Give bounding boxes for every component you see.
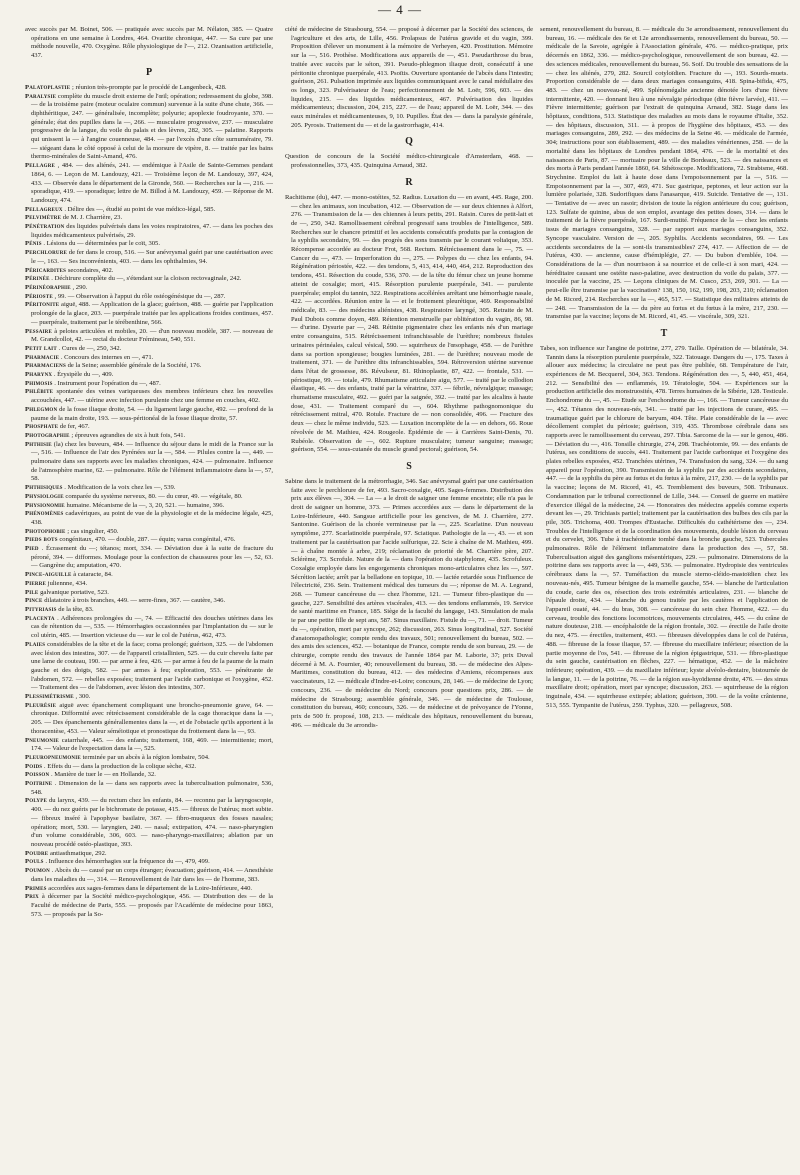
index-entry <box>25 371 273 380</box>
entry-headword: Palatoplastie <box>25 83 71 91</box>
entry-headword: Pharmaciens <box>25 362 66 370</box>
entry-text: comparée du système nerveux, 80. — du cœur, 49. — végétale, 80. <box>65 492 243 500</box>
index-entry <box>25 301 273 327</box>
index-entry <box>25 223 273 240</box>
entry-headword: Pénis <box>25 240 42 248</box>
entry-text: spontanée des veines variqueuses des membres inférieurs chez les nouvelles accouchées, 447. — utérine avec infection purulente chez une femme en couches, 402. <box>31 388 273 405</box>
index-entry <box>25 206 273 215</box>
entry-text: . Instrument pour l'opération du —, 487. <box>54 379 161 387</box>
entry-headword: Péricardites <box>25 266 67 274</box>
entry-headword: Périnéoraphie <box>25 283 71 291</box>
entry-text: . Modification de la voix chez les —, 539. <box>64 484 176 492</box>
entry-headword: Primes <box>25 884 47 892</box>
index-entry <box>25 249 273 266</box>
entry-headword: Péritonite <box>25 301 60 309</box>
entry-headword: Pneumonie <box>25 736 59 744</box>
entry-headword: Pellagre <box>25 162 56 170</box>
section-q-text: Question de concours de la Société médico-chirurgicale d'Amsterdam, 468. — professionnelles, 373, 435. Quinquina Arnaud, 382. <box>285 153 533 170</box>
entry-headword: Poisson <box>25 771 50 779</box>
entry-text: de fer dans le croup, 516. — Sur anévrysmal guéri par une cautérisation avec le —, 163. — Ses inconvénients, 403. — dans les ophthalmies, 94. <box>31 249 273 265</box>
entry-headword: Poids <box>25 762 43 770</box>
entry-headword: Pénétration <box>25 223 65 231</box>
entry-headword: Perchlorure <box>25 249 68 257</box>
entry-text: . Dimension de la — dans ses rapports avec la tuberculisation pulmonaire, 536, 548. <box>31 780 273 796</box>
entry-headword: Poitrine <box>25 780 53 788</box>
entry-text: considérables de la tête et de la face; coma prolongé; guérison, 325. — de l'abdomen avec lésion des intestins, 307. — de l'appareil cristallinien, 525. — du cuir chevelu faite par une lame de couteau, 190. — par arme à feu, 426. — par arme à feu de la paume de la main gauche et des doigts, 582. — par armes à feu; exploration, 553. — pénétrante de l'abdomen, 572. — rebelles exposées; traitement par l'acide carbonique et l'oxygène, 452. — Traitement des — de l'abdomen, avec lésion des intestins, 307. <box>31 640 273 692</box>
index-entry <box>25 493 273 502</box>
entry-text: , 99. — Observation à l'appui du rôle ostéogénésique du —, 287. <box>54 292 226 300</box>
entry-text: secondaires, 402. <box>67 266 114 274</box>
entry-headword: Physionomie <box>25 501 65 509</box>
index-entry <box>25 615 273 641</box>
entry-text: de fer, 467. <box>59 423 90 431</box>
index-entry <box>25 528 273 537</box>
index-entry <box>25 441 273 485</box>
entry-headword: Pile <box>25 588 39 596</box>
entry-headword: Photographie <box>25 431 70 439</box>
entry-text: . Érysipèle du —, 409. <box>53 371 114 379</box>
entry-headword: Phthisiques <box>25 484 63 492</box>
index-entry <box>25 693 273 702</box>
entry-text: . Effets du — dans la production de la colique sèche, 432. <box>43 762 197 770</box>
entry-headword: Pieds bots <box>25 536 58 544</box>
index-entry <box>25 858 273 867</box>
entry-headword: Pityriasis <box>25 606 57 613</box>
entry-text: de la fosse iliaque droite, 54. — du ligament large gauche, 492. — profond de la paume de la main droite, 193. — sous-péritonéal de la fosse iliaque droite, 57. <box>31 405 273 422</box>
entry-headword: Pierre <box>25 579 47 587</box>
index-entry <box>25 885 273 894</box>
index-entry <box>25 432 273 441</box>
index-entry <box>25 380 273 389</box>
index-entry <box>25 754 273 763</box>
index-entry <box>25 162 273 206</box>
entry-text: , 290. <box>72 283 88 291</box>
index-entry <box>25 240 273 249</box>
entry-text: . Adhérences prolongées du —, 74. — Efficacité des douches utérines dans les cas de rétention du —, 535. — Hémorrhagies occasionnées par l'implantation du — sur le col utérin, 485. — Insertion vicieuse du — sur le col de l'utérus, 462, 473. <box>31 614 273 640</box>
index-entry <box>25 362 273 371</box>
entry-text: . Abcès du — causé par un corps étranger; évacuation; guérison, 414. — Anesthésie dans les maladies du —, 314. — Renouvellement de l'air dans les — de l'homme, 383. <box>31 867 273 883</box>
entry-headword: Pleuropneumonie <box>25 753 81 761</box>
index-entry <box>25 293 273 302</box>
entry-text: . Manière de tuer le — en Hollande, 32. <box>50 771 156 779</box>
entry-text: . Déchirure complète du —, s'étendant sur la cloison rectovaginale, 242. <box>51 275 242 283</box>
entry-headword: Phlegmon <box>25 405 58 413</box>
index-entry <box>25 214 273 223</box>
entry-text: de M. J. Charrière, 23. <box>62 214 123 222</box>
entry-headword: Pleurésie <box>25 701 57 709</box>
entry-text: ; cas singulier, 450. <box>67 527 119 535</box>
index-entry <box>25 606 273 615</box>
entry-headword: Pince <box>25 597 43 605</box>
entry-headword: Plessimétrisme <box>25 693 74 701</box>
index-entry <box>25 597 273 606</box>
entry-headword: Poudre <box>25 849 49 857</box>
entry-headword: Phosphate <box>25 423 59 431</box>
index-entry <box>25 867 273 884</box>
entry-text: dilatatoire à trois branches, 449. — serre-fines, 367. — cautère, 346. <box>44 597 226 605</box>
entry-text: aiguë, 488. — Application de la glace; guérison, 488. — guérie par l'application prolongée de la glace, 203. — puerpérale traitée par les applications froides continues, 457. — puerpérale, traitement par le térébenthine, 566. <box>31 301 273 326</box>
index-entry <box>25 345 273 354</box>
entry-headword: Petit lait <box>25 344 57 352</box>
section-s-text: Sabine dans le traitement de la métrorrhagie, 346. Sac anévrysmal guéri par une cautérisation faite avec le perchlorure de fer, 493. Sacro-coxalgie, 405. Sages-femmes. Distribution des prix aux élèves —, 304. — La — a le droit de saigner une femme enceinte; elle n'a pas le droit de saigner un homme, 373. — Primes accordées aux — dans le département de la Loire-Inférieure, 440. Sangsue artificielle pour les gencives, de M. J. Charrière, 277. Santonine. Guérison de la chorée vermineuse par la —, 225. Scarlatine. D'un nouveau symptôme, 277. Scarlatinoïde puerpérale, 97. Sciatique. Pathologie de la —, 43. — et son traitement par la cautérisation par l'acide sulfurique, 22. Scie à chaîne de M. Mathieu, 499. — à chaîne montée à arbre, 219; réclamation de priorité de M. Charrière père, 207. Sclérème, 73. Scrofule. Nature de la — dans l'opération du staphylome, 435. Scrofuleux. Coxalgie employée dans les engorgements chroniques mono-articulaires chez les —, 597. Sécrétion lactée; arrêt par la belladone en topique, 10. — lactée retardée sous l'influence de l'électricité, 236. Sein. Traitement médical des tumeurs du —; réponse de M. A. Legrand, 268. — Tumeur cancéreuse du — chez l'homme, 121. — Tumeur fibro-plastique du — gauche, 227. Sensibilité des artères viscérales, 413. — des tendons enflammés, 19. Service de santé maritime en France, 185. Siège de la faculté du langage, 143. Simulation de mala ie par une petite fille de sept ans, 587. Sinus maxillaire. Fistule du —, 71. — droit. Tumeur du —, opération, mort par syncope, 262; discussion, 263. Sinus longitudinal, 527. Société d'anatomopathologie; compte rendu des travaux, 501; renouvellement du bureau, 502. — des amis des sciences, 452. — botanique de France, compte rendu de son bureau, 29. — de chirurgie, compte rendu des travaux de l'année 1864 par M. Laborie, 37; prix Duval décerné à M. A. Fournier, 40; renouvellement du bureau, 38. — de médecine des Alpes-Maritimes, constitution du bureau, 412. — des médecins d'Amiens, récompenses aux vaccinateurs, 12. — médicale d'Indre-et-Loire; concours, 28, 146. — de médecine de Lyon; concours, 236. — de médecine du Nord; concours pour questions prix, 286. — de médecine de Strasbourg; assemblée générale, 346. — de médecine de Toulouse, constitution du bureau, 460; concours, 326. — de médecine et de prévoyance de l'Yonne, prix de 500 fr. proposé, 108, 213. — médicale des hôpitaux, renouvellement du bureau, 496. — médicale du 3e arrondis- <box>285 477 533 729</box>
entry-text: congénitaux, 470. — double, 287. — équin; varus congénital, 476. <box>59 536 236 544</box>
index-entry <box>25 267 273 276</box>
entry-text: antiasthmatique, 292. <box>49 849 107 857</box>
entry-text: cadavériques, au point de vue de la physiologie et de la médecine légale, 425, 438. <box>31 510 273 526</box>
index-entry <box>25 571 273 580</box>
col1-entries <box>25 84 273 920</box>
entry-text: . Délire des —, étudié au point de vue médico-légal, 585. <box>64 205 216 213</box>
index-entry <box>25 641 273 693</box>
entry-text: de la Seine; assemblée générale de la Société, 176. <box>67 362 202 370</box>
entry-text: . Influence des hémorrhagies sur la fréquence du —, 479, 499. <box>45 858 210 866</box>
entry-headword: Phthisie <box>25 440 52 448</box>
entry-headword: Phénomènes <box>25 510 64 518</box>
entry-text: du larynx, 439. — du rectum chez les enfants, 84. — reconnu par la laryngoscopie, 400. — du nez guéris par le bichromate de potasse, 415. — fibreux de l'utérus; mort subite. — fibreux inséré à l'apophyse basilaire, 367. — fibro-muqueux des fosses nasales; opération; mort, 530. — laryngien, 240. — nasal; extirpation, 474. — naso-pharyngien d'un volume considérable, 306, 603. — naso-pharyngo-maxillaires; ablation par un nouveau procédé ostéo-plastique, 393. <box>31 797 273 848</box>
index-entry <box>25 84 273 93</box>
section-letter-r: R <box>405 176 413 188</box>
section-letter-p: P <box>145 66 153 78</box>
index-entry <box>25 388 273 405</box>
index-entry <box>25 328 273 345</box>
entry-text: galvanique portative, 523. <box>40 588 109 596</box>
index-entry <box>25 354 273 363</box>
entry-headword: Pharmacie <box>25 353 60 361</box>
entry-text: (la) chez les buveurs, 484. — Influence du séjour dans le midi de la France sur la —, 516. — Influence de l'air des Pyrénées sur la —, 584. — Pilules contre la —, 449. — pulmonaire dans ses rapports avec les maladies chroniques, 424. — pulmonaire. Influence de l'atmosphère marine, 62. — pulmonaire. Rôle de l'élément inflammatoire dans la —, 57, 58. <box>31 440 273 483</box>
column-left <box>25 26 273 1171</box>
entry-headword: Phlébite <box>25 388 54 396</box>
entry-headword: Prix <box>25 893 39 901</box>
entry-text: des liquides pulvérisés dans les voies respiratoires, 47. — dans les poches des liquides médicamenteux pulvérisés, 29. <box>31 223 273 239</box>
index-entry <box>25 737 273 754</box>
index-entry <box>25 275 273 284</box>
entry-headword: Pellagreux <box>25 205 63 213</box>
index-entry <box>25 780 273 797</box>
index-entry <box>25 771 273 780</box>
index-entry <box>25 763 273 772</box>
entry-text: complète du muscle droit externe de l'œil; opération; redressement du globe, 398. — de la troisième paire (moteur oculaire commun) survenue à la suite d'une chute, 366. — diphthéritique, 247. — généralisée, incomplète; polyurie; apoplexie foudroyante, 370. — générale; état des pupilles dans la —, 266. — musculaire progressive, 237. — musculaire progressive de la langue, du voile du palais et des lèvres, 282, 305. — palatine. Rapports qui unissent la — à l'angine couenneuse, 484. — par l'excès d'une côte surnuméraire, 79. — siégeant dans le côté opposé à celui de la morsure de vipère, 8. — traitée par les bains thermo-minérales de Saint-Amand, 476. <box>31 92 273 161</box>
entry-headword: Placenta <box>25 614 55 622</box>
entry-headword: Phimosis <box>25 379 53 387</box>
col2-intro-text: ciété de médecine de Strasbourg, 554. — proposé à décerner par la Société des sciences, de l'agriculture et des arts, de Lille, 456. Prolapsus de l'utérus gravide et du vagin, 399. Proposition d'élever un monument à la mémoire de Verheyen, 420. Prostitution. Mémoire sur la —, 516. Prothèse. Modifications aux appareils de —, 451. Pseudarthrose du bras, traitée avec succès par le séton, 391. Pseudo-phlegmon iliaque droit, consécutif à une péritonite chronique puerpérale, 413. Psoïtis. Ouverture spontanée de l'abcès dans l'intestin; guérison, 261. Pulsation imprimée aux liquides communiquant avec le canal médullaire des os longs, 323. Pulvérisateur de l'eau; perfectionnement de M. Loër, 596, 603. — des liquides, 215. — des liquides médicamenteux, 467. Pulvérisation des liquides médicamenteux; discussion, 204, 215, 227. — de l'eau; appareil de M. Loër, 344. — des eaux minérales et médicamenteuses, 9, 10. Pupilles. État des — dans la paralysie générale, 205. Pyrosis. Traitement du — et de la gastrorrhagie, 414. <box>285 26 533 129</box>
index-entry <box>25 580 273 589</box>
entry-headword: Photophobie <box>25 527 66 535</box>
entry-text: aiguë avec épanchement compliquant une broncho-pneumonie grave, 64. — chronique. Difformité avec rétrécissement considérable de la cage thoracique dans la —, 205. — Des épanchements générallementes dans la —, et de l'obstacle qu'ils apportent à la thoracentèse, 453. — Valeur séméiotique et pronostique du frottement dans la —, 93. <box>31 701 273 735</box>
entry-headword: Plaies <box>25 640 46 648</box>
entry-headword: Pessaire <box>25 327 53 335</box>
entry-headword: Poumon <box>25 867 50 875</box>
section-letter-s: S <box>406 460 412 472</box>
index-entry <box>25 545 273 571</box>
index-entry <box>25 797 273 849</box>
entry-headword: Pied <box>25 545 39 553</box>
entry-text: à décerner par la Société médico-psychologique, 456. — Distribution des — de la Faculté de médecine de Paris, 555. — proposés par l'Académie de médecine pour 1863, 573. — proposés par la So- <box>31 893 273 918</box>
entry-text: , 484. — des aliénés, 241. — endémique à l'Asile de Sainte-Gemmes pendant 1864, 6. — Leçon de M. Landouzy, 421. — Troisième leçon de M. Landouzy, 397, 424, 433. — Observée dans le département de la Gironde, 560. — Recherches sur la —, 216. — sporadique, 419. — sporadique; lettre de M. Billod à M. Landouzy, 459. — Réponse de M. Landouzy, 474. <box>31 162 273 204</box>
entry-text: de la tête, 83. <box>58 606 94 613</box>
entry-headword: Pince-aiguille <box>25 571 72 579</box>
section-t-text: Tabes, son influence sur l'angine de poitrine, 277, 279. Taille. Opération de — bilatérale, 34. Tannin dans la résorption purulente puerpérale, 322. Tatouage. Dangers du —, 175. Taxes à allouer aux médecins; la circulaire ne peut pas être publiée, 68. Température de l'air, expériences de M. Becquerel, 304, 363. Tendons. Régénération des —, 5, 440, 451, 464, 212. — Sensibilité des — enflammés, 19. Tératologie, 504. — Expériences sur la production artificielle des monstruosités, 478. Terres humaines de la Sibérie, 128. Testicule. Enchondrome du —, 45. — Etude sur l'enchondrome du —, 166. — Tumeur cancéreuse du —, 452. Tétanos des nouveau-nés, 341. — traité par les injections de curare, 495. — traumatique guéri par le chlorure de baryum, 404. Tête. Plaie considérable de la — avec décollement complet du périoste; guérison, 319, 435. Thrombose cérébrale dans ses rapports avec le ramollissement du cerveau, 297. Tibia. Sarcome de la — sur le genou, 486. — Déviation du —, 416. Tonsille chirurgie, 274, 298. Trachéotomie, 99. — des enfants de l'utérus, ses conditions de succès, 441. Traitement par l'acide carbonique et l'oxygène des plaies rebelles exposées, 452. Tranchées utérines, 74. Transfusion du sang, 324. — du sang appareil pour l'opération, 390. Transmission de la syphilis par des accidents secondaires, 447. — de la syphilis du père au fœtus et du fœtus à la mère, 217, 230. — de la syphilis par la vaccine; leçons de M. Ricord, 41, 45. Tremblement des buveurs, 508. Tribunaux. Condamnation par le tribunal correctionnel de Lille, 344. — Conseil de guerre en matière d'exercice illégal de la médecine, 24. — Honoraires des médecins appelés comme experts devant les —, 29. Trichiasis partiel; traitement par la cautérisation des bulbes des cils par la pile, 305. Trichoma, 400. Trompes d'Eustache. Difficultés du cathétérisme des —, 234. Troubles de l'intelligence et de la coordination des mouvements, double lésion du cerveau et du cervelet, 306. Tube à trachéotomie tombé dans la bronche gauche, 523. Tubercules pulmonaires. Rôle de l'élément inflammatoire dans la production des —, 57, 58. Tuberculisation aiguë des ganglions mésentériques, 229. — pulmonaire. Dimensions de la poitrine dans ses rapports avec la —, 449, 536. — pulmonaire. Hydropisie des ventricules cérébraux dans la —, 57. Tuméfaction du muscle sterno-cléido-mastoïdien chez les nouveau-nés, 495. Tumeur bénigne de la mamelle gauche, 554. — blanche de l'articulation du coude, carie des os, résection des trois extrémités articulaires, 231. — blanche de l'épaule droite, 434. — blanche du genou traitée par les cautères et l'application de l'appareil ouaté, 44. — du bras, 308. — cancéreuse du sein chez l'homme, 422. — du cerveau, trouble des fonctions locomotrices, mouvements circulaires, 445. — du crâne de nature douteuse, 218. — encéphaloïde de la région frontale, 302. — érectile de l'aile droite du nez, 475. — érectiles, traitement, 493. — fibreuses développées dans le col de l'utérus, 488. — fibreuse de la fosse iliaque, 57. — fibreuse du maxillaire inférieur; résection de la partie moyenne de l'os, 541. — fibreuse de la région épigastrique, 531. — fibro-plastique du sein gauche, cautérisation en flèches, 227. — hématique, 452. — de la mâchoire inférieure; opération, 439. — du maxillaire inférieur; kyste alvéolo-dentaire, bistournée de la langue, 11. — de la poitrine, 76. — de la région sus-hyoïdienne droite, 476. — des sinus maxillaire droit; opération, mort par syncope; discussion, 263. — squirrheuse de la région inguinale, 434. — squirrheuse extirpée; ablation; guérison, 390. — de la voûte crânienne, 513, 555. Tympanite de l'utérus, 259. Typhus, 320. — pellagreux, 508. <box>540 344 788 709</box>
column-right <box>540 26 788 1171</box>
entry-headword: Pouls <box>25 858 44 866</box>
entry-text: juliennne, 434. <box>47 579 88 587</box>
entry-text: . Lésions du — déterminées par le coït, 305. <box>43 240 161 248</box>
entry-headword: Physiologie <box>25 492 64 500</box>
section-r-text: Rachitisme (du), 447. — mono-ostéites, 52. Radius. Luxation du — en avant, 445. Rage, 200. — chez les animaux, son incubation, 412. — Observation de — sur deux chiennes à Alfort, 276. — Transmission de la — des chiennes à leurs petits, 291. Raisin. Cures de petit-lait et de —, 250, 342. Ramollissement cérébral progressif sans troubles de l'intelligence, 589. Recherches sur le chancre primitif et les accidents consécutifs produits par la contagion de la syphilis secondaire, 99. — des progrès des sons transmis par le courant voltaïque, 353. Récompense accordée au docteur Frot, 568. Rectum. Rétrécissement dans le —, 75. — Cancer du —, 473. — Imperforation du —, 275. — Polypes du — chez les enfants, 94. Régénération périostée, 422. — des tendons, 5, 413, 414, 440, 464, 212. Reproduction des tendons, 451. Résection du coude, 536, 370. — de la tête du fémur chez un jeune homme atteint de coxalgie; mort, 415. Résorption purulente puerpérale, 341. — purulente puerpérale; emploi du tannin, 322. Respirations accélérées arrêtant une hémorrhagie nasale, 422. — accordées. Réunion entre la — et le frottement pleurétique, 469. Responsabilité médicale, 83. — des médecins aliénistes, 438. Respiratoire laryngé, 305. Retraite de M. Paul Dubois comme doyen, 489. Rétention menstruelle par oblitération du vagin, 86, 98. — d'urine. Dysurie par —, 248. Rétinite pigmentaire chez les enfants nés d'un mariage entre consanguins, 515. Rétrécissement infranchissable de l'urèthre; nombreux fistules urinaires périnéales, calcul vésical, 590. — squirrheux de l'œsophage, 458. — de l'urèthre dans sa portion spongieuse; bougies luminées, 281. — de l'urèthre; nouveau mode de traitement, 371. — de l'urèthre dits infranchissables, 594. Rétroversion utérine survenue dans l'état de grossesse, 86. Révulseur, 81. Rhinoplastie, 87, 422. — frontale, 531. — périostique, 99. — totale, 479. Rhumatisme articulaire aigu, 577. — traité par le collodion élastique, 46. — des enfants, traité par la vératrine, 337. — fébrile, névralgique; massage; rhumatisme musculaire, 492. — guéri par la saignée, 392. — traité par les alcalins à haute dose, 431. — Traitement comparé du —, 604. Rhythme pathognomonique du rétrécissement mitral, 470. Rotule. Fracture de — non consolidée, 496. — Fracture des deux — chez le même individu, 523. — Luxation incomplète de la — en dehors, 66. Roue révolvée de M. Mathieu, 424. Rougeole. Épidémie de — à Carrières Saint-Denis, 70. Rubéole. Observation de —, 602. Rupture musculaire; tumeur sanguine; massage; guérison, 554. — sous-cutanée du muscle grand pectoral; guérison, 54. <box>285 193 533 454</box>
index-entry <box>25 406 273 423</box>
entry-text: catarrhale, 445. — des enfants; traitement, 168, 469. — intermittente; mort, 174. — Valeur de l'expectation dans la —, 525. <box>31 736 273 753</box>
page-number: — 4 — <box>378 2 422 17</box>
entry-text: ; épreuves agrandies de six à huit fois, 541. <box>71 431 186 439</box>
index-entry <box>25 589 273 598</box>
index-entry <box>25 502 273 511</box>
index-entry <box>25 484 273 493</box>
entry-text: terminée par un abcès à la région lombaire, 504. <box>82 753 210 761</box>
section-letter-q: Q <box>405 136 413 148</box>
index-entry <box>25 510 273 527</box>
col3-intro-text: sement, renouvellement du bureau, 8. — médicale du 3e arrondissement, renouvellement du bureau, 16. — médicale des 6e et 12e arrondissements, renouvellement du bureau, 50. — médicale de la Savoie, agrégée à l'Association générale, 476. — médico-pratique, prix décernés en 1862, 336. — médico-psychologique, renouvellement de son bureau, 42. — des sciences médicales, renouvellement du bureau, 56. Soif. Du trouble des sensations de la — chez les aliénés, 279, 282. Sourcil cotyloïdien. Fracture du —, 193. Sourds-muets. Proportion considérable de — dans deux mariages consanguins, 418. Spina-bifida, 475, 483. — chez un nouveau-né, 499. Splénomégalie ancienne dénotée lors d'une fièvre intermittente, 420. — donnant lieu à une névralgie périodique (dite fièvre larvée), 411. — Fièvre intermittente; guérison par l'extrait de quinquina Arnaud, 382. Stage dans les hôpitaux, conditions, 513. Statistique des maladies au mois dans le royaume d'Italie, 352. — des hôpitaux, discussion, 311. — à propos de l'hygiène des hôpitaux, 453. — des mariages consanguins, 289, 292. — des médecins de la Seine 46. — médicale de l'armée, 304; instructions pour son établissement, 489. — des maladies vénériennes, 258. — de la mortalité dans les hôpitaux de Londres pendant 1864, 476. — de la mortalité et des naissances de Paris, 87. — mortuaire pour la ville de Bordeaux, 523. — des naissances et des morts à Paris pendant l'année 1860, 64. Sthétoscope. Modifications, 72. Strabisme, 468. Strychnine. Emploi du lait à haute dose dans l'empoisonnement par la —, 516. — Empoisonnement par la —, 307, 469, 471. Suc gastrique, peptones, et leur action sur la lumière polarisée, 328. Sudorifiques dans l'anasarque, 419. Suicide. Tentative de —, 131. — Tentative de — avec un rasoir; division de toute la région antérieure du cou; guérison, 123. Sulfate de quinine, abus de son emploi, avantage des petites doses, 314. — dans le traitement de la fièvre puerpérale, 167. Surdi-mutité. Fréquence de la — chez les enfants issus de mariages consanguins, 328. — par rapport aux mariages consanguins, 352. Syncope vasculaire. Version de —, 205. Syphilis. Accidents secondaires, 99. — Les accidents secondaires de la — sont-ils transmissibles? 274, 417. — Affection de — de l'utérus, 430. — ancienne, cause d'hémiplégie, 27. — Du bubon d'emblée, 104. — Considérations de la — d'un nourrisson à sa nourrice et de celle-ci à son mari, 424. — héréditaire causant une ostéite naso-palatine, avec destruction du voile du palais, 377. — inoculée par la vaccine, 25. — Leçons cliniques de M. Cusco, 253, 269, 301. — La — peut-elle être transmise par la vaccination? 138, 150, 162, 199, 198, 203, 210; réclamation de M. Ricord, 214. Recherches sur la —, 465, 517. — Statistique des militaires atteints de — 248. — Transmission de la — du père au fœtus et du fœtus à la mère, 217, 230. — transmise par la vaccine; leçons de M. Ricord, 41, 45. — viscérale, 309, 321. <box>540 26 788 321</box>
index-entry <box>25 702 273 737</box>
entry-headword: Paralysie <box>25 92 57 100</box>
entry-headword: Polype <box>25 797 47 805</box>
col1-intro-text: avec succès par M. Boinet, 506. — pratiquée avec succès par M. Nélaton, 385. — Quatre opérations en une semaine à Londres, 464. Ovariite chronique, 447. — Sa cure par une méthode nouvelle, 470. Oxygène. Rôle physiologique de l'—, 212. Ozanisation artificielle, 437. <box>25 26 273 60</box>
index-entry <box>25 284 273 293</box>
section-letter-t: T <box>660 327 668 339</box>
entry-text: à pelotes articulées et mobiles, 20. — d'un nouveau modèle, 387. — nouveau de M. Grandcollot, 42. — rectal du docteur Frémineau, 540, 551. <box>31 327 273 344</box>
index-entry <box>25 536 273 545</box>
entry-text: à cataracte, 84. <box>73 571 113 579</box>
entry-headword: Pharynx <box>25 371 53 379</box>
entry-text: . Cures de —, 250, 342. <box>58 344 122 352</box>
entry-text: ; réunion très-prompte par le procédé de Langenbeck, 428. <box>72 83 227 91</box>
entry-text: . Concours des internes en —, 471. <box>60 353 154 361</box>
entry-text: accordées aux sages-femmes dans le département de la Loire-Inférieure, 440. <box>48 884 253 892</box>
index-entry <box>25 850 273 859</box>
entry-headword: Périoste <box>25 292 53 300</box>
entry-text: humaine. Mécanisme de la —, 3, 20, 521. — humaine, 396. <box>66 501 225 509</box>
column-middle <box>285 26 533 1171</box>
entry-text: . Écrasement du —; tétanos; mort, 334. — Déviation due à la suite de fracture du péroné, 394. — difformes. Moulage pour la confection de chaussures pour les —, 52, 63. — Gangrène du; amputation, 470. <box>31 545 273 570</box>
index-entry <box>25 893 273 919</box>
entry-headword: Périnée <box>25 275 50 283</box>
index-entry <box>25 423 273 432</box>
entry-text: , 300. <box>75 693 91 701</box>
entry-headword: Pelvimètre <box>25 214 62 222</box>
index-entry <box>25 93 273 163</box>
